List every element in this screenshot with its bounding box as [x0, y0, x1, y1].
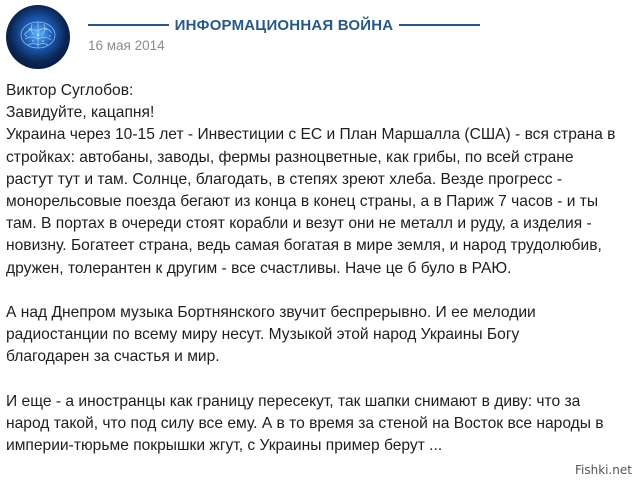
group-title[interactable]	[88, 14, 480, 36]
post-text-line: империи-тюрьме покрышки жгут, с Украины пример берут ...	[6, 437, 443, 455]
post-text-line: радиостанции по всему миру несут. Музыкой этой народ Украины Богу	[6, 326, 520, 344]
post-text-line: благодарен за счастья и мир.	[6, 348, 220, 366]
post-header	[0, 0, 636, 70]
post-date[interactable]: 16 мая 2014	[88, 38, 165, 53]
watermark: Fishki.net	[574, 463, 632, 477]
brain-avatar-icon	[6, 5, 70, 69]
group-avatar[interactable]	[6, 5, 70, 69]
group-name[interactable]: ИНФОРМАЦИОННАЯ ВОЙНА	[174, 16, 394, 34]
paragraph-gap	[6, 280, 634, 302]
post-text-line: народ такой, что под силу все ему. А в то время за стеной на Восток все народы в	[6, 415, 604, 433]
post-text	[6, 80, 634, 457]
post-text-line: Виктор Суглобов:	[6, 82, 134, 99]
post-text-line: дружен, толерантен к другим - все счастливы. Наче це б було в РАЮ.	[6, 259, 512, 277]
title-rule-left	[88, 24, 169, 26]
post-text-line: новизну. Богатеет страна, ведь самая богатая в мире земля, и народ трудолюбив,	[6, 237, 602, 255]
post-text-line: И еще - а иностранцы как границу пересекут, так шапки снимают в диву: что за	[6, 392, 581, 410]
post-text-line: А над Днепром музыка Бортнянского звучит беспрерывно. И ее мелодии	[6, 304, 536, 322]
paragraph-gap	[6, 369, 634, 391]
title-rule-right	[399, 24, 480, 26]
post-text-line: растут тут и там. Солнце, благодать, в степях зреют хлеба. Везде прогресс -	[6, 170, 563, 188]
post-text-line: Украина через 10-15 лет - Инвестиции с ЕС и План Маршалла (США) - вся страна в	[6, 126, 616, 144]
post-text-line: Завидуйте, кацапня!	[6, 104, 155, 122]
post-text-line: стройках: автобаны, заводы, фермы разноцветные, как грибы, по всей стране	[6, 148, 574, 166]
post-text-line: там. В портах в очереди стоят корабли и везут они не металл и руду, а изделия -	[6, 215, 592, 233]
post-text-line: монорельсовые поезда бегают из конца в конец страны, а в Париж 7 часов - и ты	[6, 193, 599, 211]
